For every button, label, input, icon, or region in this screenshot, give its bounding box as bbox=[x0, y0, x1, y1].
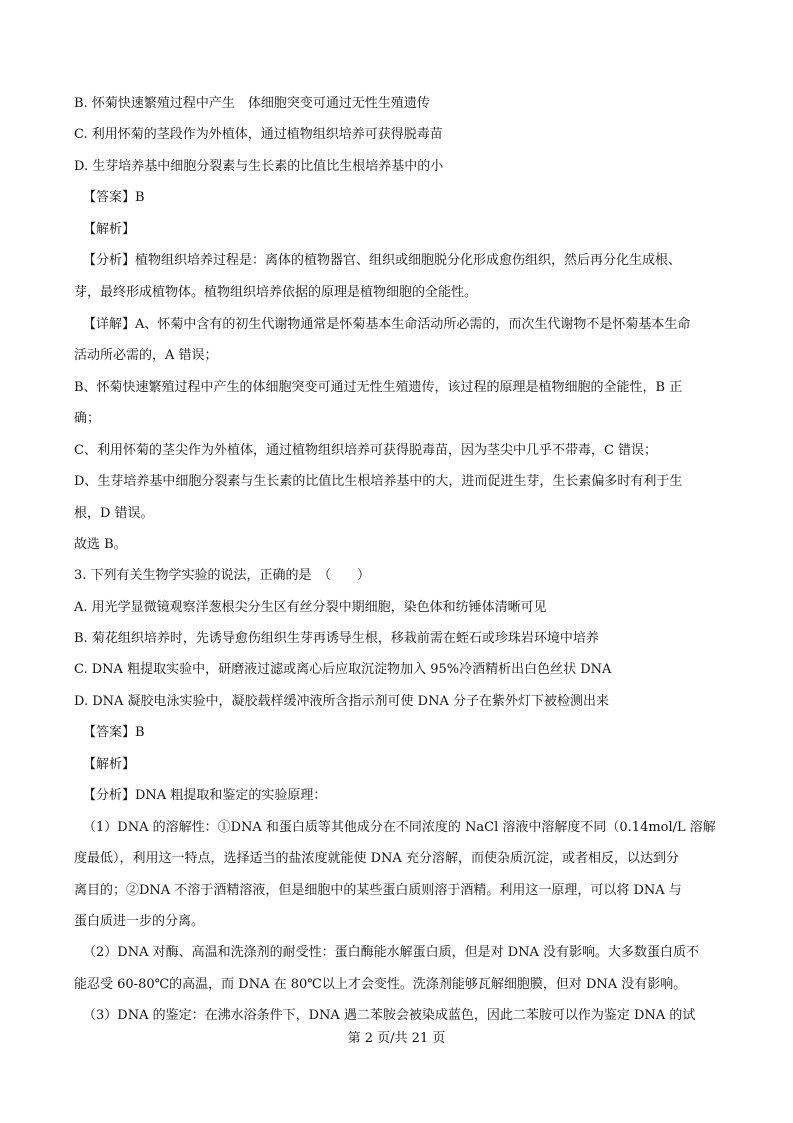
text-line: C、利用怀菊的茎尖作为外植体，通过植物组织培养可获得脱毒苗，因为茎尖中几乎不带毒，C 错误； bbox=[74, 443, 658, 458]
text-line: C. DNA 粗提取实验中，研磨液过滤或离心后应取沉淀物加入 95%冷酒精析出白色丝状 DNA bbox=[74, 662, 612, 677]
text-line: D、生芽培养基中细胞分裂素与生长素的比值比生根培养基中的大，进而促进生芽，生长素偏多时有利于生 bbox=[74, 474, 683, 489]
text-line: 芽，最终形成植物体。植物组织培养依据的原理是植物细胞的全能性。 bbox=[74, 285, 478, 300]
text-line: 3. 下列有关生物学实验的说法，正确的是 （ ） bbox=[74, 568, 371, 583]
text-line: 离目的；②DNA 不溶于酒精溶液，但是细胞中的某些蛋白质则溶于酒精。利用这一原理，可以将 DNA 与 bbox=[74, 883, 682, 898]
text-line: 【详解】A、怀菊中含有的初生代谢物通常是怀菊基本生命活动所必需的，而次生代谢物不是怀菊基本生命 bbox=[83, 317, 691, 332]
text-line: 度最低），利用这一特点，选择适当的盐浓度就能使 DNA 充分溶解，而使杂质沉淀，或者相反，以达到分 bbox=[74, 851, 679, 866]
text-line: D. DNA 凝胶电泳实验中，凝胶载样缓冲液所含指示剂可使 DNA 分子在紫外灯下被检测出来 bbox=[74, 694, 609, 709]
text-line: （1）DNA 的溶解性：①DNA 和蛋白质等其他成分在不同浓度的 NaCl 溶液中溶解度不同（0.14mol/L 溶解 bbox=[83, 820, 716, 835]
text-line: （2）DNA 对酶、高温和洗涤剂的耐受性：蛋白酶能水解蛋白质，但是对 DNA 没有影响。大多数蛋白质不 bbox=[83, 945, 700, 960]
text-line: B. 菊花组织培养时，先诱导愈伤组织生芽再诱导生根，移栽前需在蛭石或珍珠岩环境中培养 bbox=[74, 631, 599, 646]
text-line: 【解析】 bbox=[83, 222, 136, 237]
text-line: 【分析】植物组织培养过程是：离体的植物器官、组织或细胞脱分化形成愈伤组织，然后再分化生成根、 bbox=[83, 253, 682, 268]
text-line: C. 利用怀菊的茎段作为外植体，通过植物组织培养可获得脱毒苗 bbox=[74, 127, 443, 142]
text-line: B. 怀菊快速繁殖过程中产生 体细胞突变可通过无性生殖遗传 bbox=[74, 96, 430, 111]
text-line: 蛋白质进一步的分离。 bbox=[74, 914, 205, 929]
text-line: 故选 B。 bbox=[74, 537, 127, 552]
text-line: B、怀菊快速繁殖过程中产生的体细胞突变可通过无性生殖遗传，该过程的原理是植物细胞的全能性，B 正 bbox=[74, 380, 683, 395]
text-line: 【答案】B bbox=[83, 190, 145, 205]
page-footer: 第 2 页/共 21 页 bbox=[347, 1031, 446, 1046]
text-line: A. 用光学显微镜观察洋葱根尖分生区有丝分裂中期细胞，染色体和纺锤体清晰可见 bbox=[74, 600, 547, 615]
text-line: 活动所必需的，A 错误； bbox=[74, 348, 218, 363]
text-line: 根，D 错误。 bbox=[74, 506, 154, 521]
text-line: （3）DNA 的鉴定：在沸水浴条件下，DNA 遇二苯胺会被染成蓝色，因此二苯胺可以作为鉴定 DNA 的试 bbox=[83, 1008, 696, 1023]
text-line: D. 生芽培养基中细胞分裂素与生长素的比值比生根培养基中的小 bbox=[74, 159, 444, 174]
text-line: 【分析】DNA 粗提取和鉴定的实验原理： bbox=[83, 788, 327, 803]
text-line: 【答案】B bbox=[83, 725, 145, 740]
text-line: 【解析】 bbox=[83, 757, 136, 772]
text-line: 确； bbox=[74, 411, 101, 426]
text-line: 能忍受 60-80℃的高温，而 DNA 在 80℃以上才会变性。洗涤剂能够瓦解细胞膜，但对 DNA 没有影响。 bbox=[74, 977, 687, 992]
